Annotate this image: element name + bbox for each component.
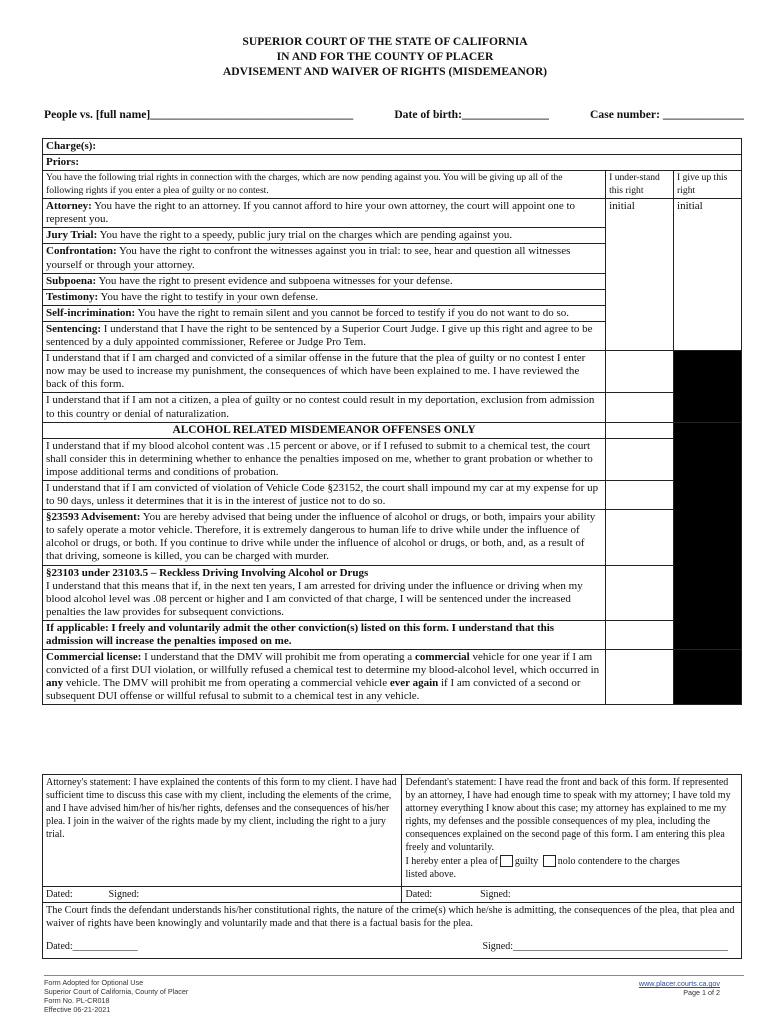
rights-intro: You have the following trial rights in connection with the charges, which are now pending against you. You will be giving up all of the following rights if you enter a plea of guilty or no contest. — [43, 171, 606, 199]
blacked-out-cell-alcohol — [674, 422, 742, 650]
court-signed-field[interactable]: Signed:___________________________________________ — [482, 941, 728, 953]
defendant-statement: Defendant's statement: I have read the front and back of this form. If represented by an attorney, I have had enough time to speak with my attorney; I have told my attorney everything I know about this case; my attorney has explained to me my rights, my defenses and the possible consequences of my plea, including the consequences explained on the second page of this form. I am entering this plea freely and voluntarily. I hereby enter a plea of guilty nolo contendere to the charges listed above. — [402, 775, 742, 887]
similar-offense-clause: I understand that if I am charged and convicted of a similar offense in the future that the plea of guilty or no contest I enter now may be used to increase my punishment, the consequences of which have been explained to me. I have reviewed the back of this form. — [43, 351, 606, 393]
initial-cell-reckless[interactable] — [606, 565, 674, 620]
form-footer — [44, 975, 744, 1014]
defendant-dated-label: Dated: — [405, 889, 433, 900]
court-findings: The Court finds the defendant understands his/her constitutional rights, the nature of the crime(s) which he/she is admitting, the consequences of the plea, that plea and waiver of rights have been knowingly and voluntarily made and that there is a factual basis for the plea. Dated:_____________ Signed:___________________________________________ — [43, 903, 742, 959]
form-header — [0, 34, 770, 79]
reckless-driving-clause: §23103 under 23103.5 – Reckless Driving Involving Alcohol or Drugs I understand that this means that if, in the next ten years, I am arrested for driving under the influence or driving when my blood alcohol level was .08 percent or higher and I am convicted of that charge, I will be sentenced under the increased penalties the law provides for subsequent convictions. — [43, 565, 606, 620]
footer-court: Superior Court of California, County of Placer — [44, 987, 189, 996]
bac-clause: I understand that if my blood alcohol content was .15 percent or above, or if I refused to submit to a chemical test, the court shall consider this in determining whether to enhance the penalties imposed on me, whether to grant probation or whether to impose additional terms and conditions of probation. — [43, 438, 606, 480]
initial-giveup-label: initial — [677, 200, 703, 213]
initial-cell-impound[interactable] — [606, 480, 674, 509]
initial-cell-applicable[interactable] — [606, 620, 674, 649]
charges-field[interactable]: Charge(s): — [43, 139, 742, 155]
rights-list — [43, 199, 606, 228]
attorney-signed-label: Signed: — [108, 889, 140, 900]
right-sentencing: Sentencing: I understand that I have the right to be sentenced by a Superior Court Judge. I give up this right and agree to be sentenced by a duly appointed commissioner, Referee or Judge Pro Tem. — [43, 321, 606, 350]
county-name: IN AND FOR THE COUNTY OF PLACER — [276, 50, 494, 63]
court-website-link[interactable]: www.placer.courts.ca.gov — [638, 979, 720, 988]
right-self-incrimination: Self-incrimination: You have the right to remain silent and you cannot be forced to testify if you do not want to do so. — [43, 305, 606, 321]
initial-cell-citizen[interactable] — [606, 393, 674, 422]
page-number: Page 1 of 2 — [683, 988, 720, 997]
defendant-signature-line[interactable] — [402, 887, 742, 903]
case-info-line — [44, 108, 744, 121]
blacked-out-cell-commercial — [674, 650, 742, 705]
initial-cell-commercial[interactable] — [606, 650, 674, 705]
defendant-name-field[interactable]: People vs. [full name]___________________________________ — [44, 108, 354, 121]
attorney-dated-label: Dated: — [46, 889, 73, 900]
footer-form-number: Form No. PL-CR018 — [44, 996, 110, 1005]
court-dated-field[interactable]: Dated:_____________ — [46, 941, 138, 953]
nolo-contendere-checkbox[interactable] — [543, 855, 556, 867]
advisement-23593: §23593 Advisement: You are hereby advised that being under the influence of alcohol or drugs, or both, impairs your ability to safely operate a motor vehicle. Therefore, it is extremely dangerous to human life to drive while under the influence of alcohol or drugs, or both. If you continue to drive while under the influence of alcohol or drugs, or both, and, as a result of that driving, someone is killed, you can be charged with murder. — [43, 510, 606, 565]
footer-effective-date: Effective 06-21-2021 — [44, 1005, 111, 1014]
initial-cell-alcohol-title — [606, 422, 674, 438]
right-testimony: Testimony: You have the right to testify in your own defense. — [43, 289, 606, 305]
statements-table — [42, 774, 742, 959]
commercial-license-clause: Commercial license: I understand that the DMV will prohibit me from operating a commercial vehicle for one year if I am convicted of a first DUI violation, or willfully refused a chemical test to determine my blood-alcohol level, which occurred in any vehicle. The DMV will prohibit me from operating a commercial vehicle ever again if I am convicted of a second or subsequent DUI offense or willful refusal to submit to a chemical test in any vehicle. — [43, 650, 606, 705]
col-header-understand: I under-stand this right — [606, 171, 674, 199]
initial-cell-advisement[interactable] — [606, 510, 674, 565]
case-number-field[interactable]: Case number: ______________ — [590, 108, 744, 121]
col-header-give-up: I give up this right — [674, 171, 742, 199]
attorney-statement: Attorney's statement: I have explained the contents of this form to my client. I have had sufficient time to discuss this case with my client, including the elements of the crime, and I have advised him/her of his/her rights, defenses and the consequences of his/her plea. I join in the waiver of the rights made by my client, including the right to a jury trial. — [43, 775, 402, 887]
prior-admission-clause: If applicable: I freely and voluntarily admit the other conviction(s) listed on this form. I understand that this admission will increase the penalties imposed on me. — [43, 620, 606, 649]
priors-field[interactable]: Priors: — [43, 155, 742, 171]
attorney-signature-line[interactable] — [43, 887, 402, 903]
right-subpoena: Subpoena: You have the right to present evidence and subpoena witnesses for your defense. — [43, 273, 606, 289]
blacked-out-cell — [674, 351, 742, 422]
right-confrontation: Confrontation: You have the right to confront the witnesses against you in trial: to see, hear and question all witnesses yourself or through your attorney. — [43, 244, 606, 273]
citizenship-clause: I understand that if I am not a citizen, a plea of guilty or no contest could result in my deportation, exclusion from admission to this country or denial of naturalization. — [43, 393, 606, 422]
rights-table — [42, 138, 742, 705]
initial-cell-similar[interactable] — [606, 351, 674, 393]
initial-cell-bac[interactable] — [606, 438, 674, 480]
initial-giveup-cell[interactable] — [674, 199, 742, 351]
initial-understand-label: initial — [609, 200, 635, 213]
right-jury-trial: Jury Trial: You have the right to a speedy, public jury trial on the charges which are pending against you. — [43, 228, 606, 244]
right-attorney: Attorney: You have the right to an attorney. If you cannot afford to hire your own attorney, the court will appoint one to represent you. — [46, 200, 576, 226]
initial-understand-cell[interactable] — [606, 199, 674, 351]
form-title: ADVISEMENT AND WAIVER OF RIGHTS (MISDEMEANOR) — [222, 65, 548, 78]
alcohol-section-title: ALCOHOL RELATED MISDEMEANOR OFFENSES ONLY — [43, 422, 606, 438]
defendant-signed-label: Signed: — [480, 889, 511, 900]
footer-adopted: Form Adopted for Optional Use — [44, 978, 144, 987]
court-name: SUPERIOR COURT OF THE STATE OF CALIFORNIA — [242, 35, 528, 48]
impound-clause: I understand that if I am convicted of violation of Vehicle Code §23152, the court shall impound my car at my expense for up to 90 days, unless it determines that it is in the interest of justice not to do so. — [43, 480, 606, 509]
date-of-birth-field[interactable]: Date of birth:_______________ — [394, 108, 549, 121]
guilty-checkbox[interactable] — [500, 855, 513, 867]
